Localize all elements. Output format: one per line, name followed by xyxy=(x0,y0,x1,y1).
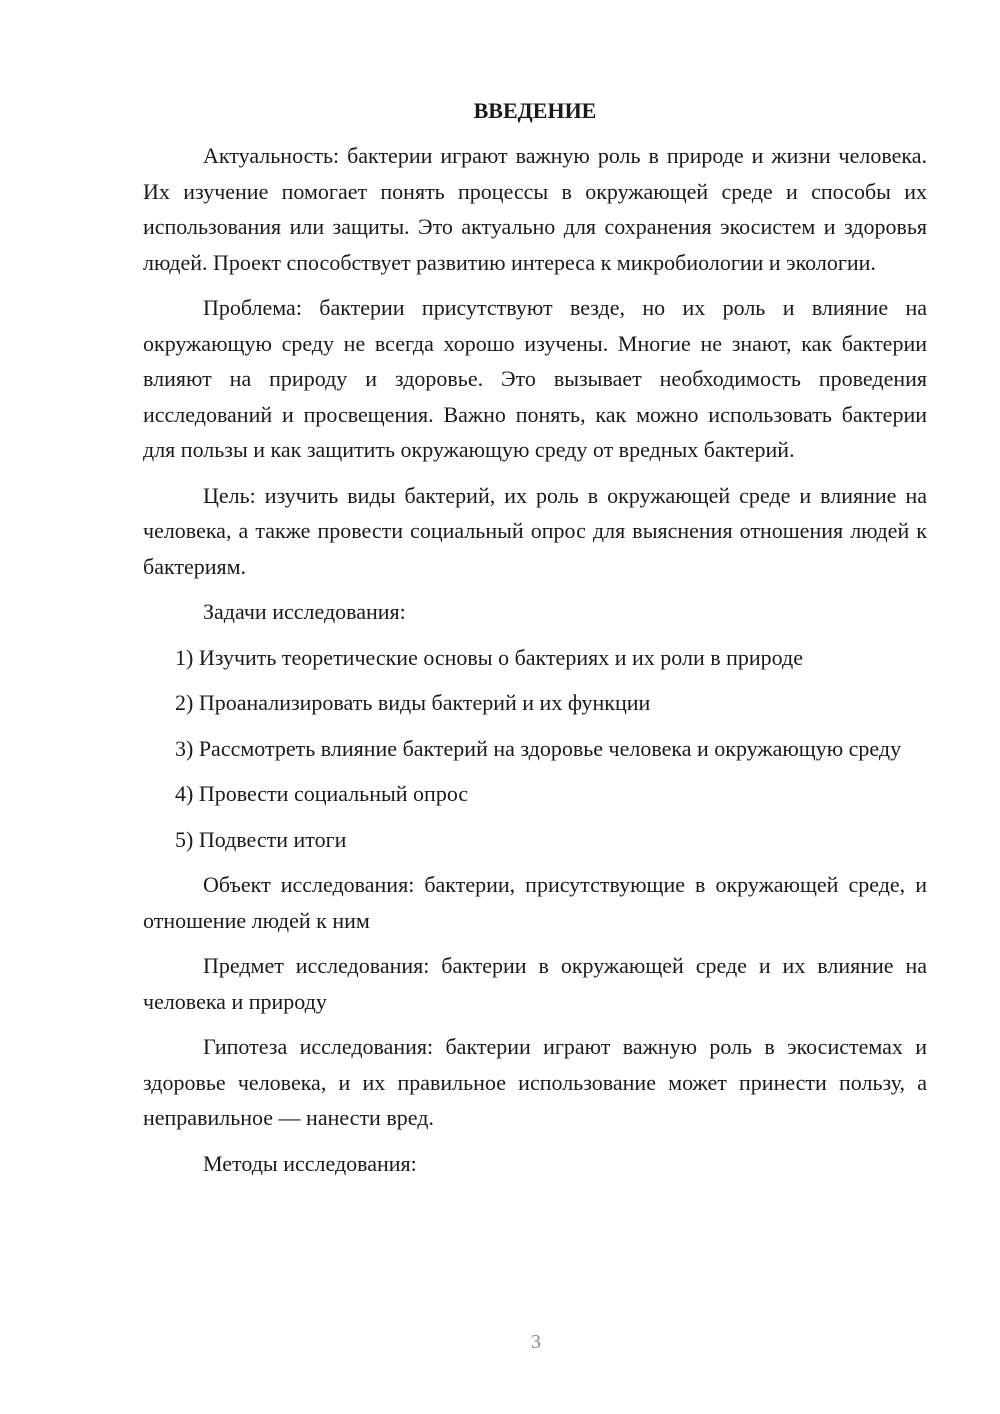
goal-paragraph: Цель: изучить виды бактерий, их роль в окружающей среде и влияние на человека, а также провести социальный опрос для выяснения отношения людей к бактериям. xyxy=(143,482,927,579)
page-number: 3 xyxy=(531,1331,541,1353)
tasks-label: Задачи исследования: xyxy=(203,599,406,624)
task-item-1: 1) Изучить теоретические основы о бактериях и их роли в природе xyxy=(175,644,803,670)
hypothesis-paragraph: Гипотеза исследования: бактерии играют важную роль в экосистемах и здоровье человека, и их правильное использование может принести пользу, а неправильное — нанести вред. xyxy=(143,1034,927,1130)
task-item-5: 5) Подвести итоги xyxy=(175,826,347,852)
methods-label: Методы исследования: xyxy=(203,1150,417,1176)
section-heading: ВВЕДЕНИЕ xyxy=(473,98,597,123)
task-item-4: 4) Провести социальный опрос xyxy=(175,781,469,806)
task-item-3: 3) Рассмотреть влияние бактерий на здоровье человека и окружающую среду xyxy=(175,735,902,761)
problem-paragraph: Проблема: бактерии присутствуют везде, но их роль и влияние на окружающую среду не всегда хорошо изучены. Многие не знают, как бактерии влияют на природу и здоровье. Это вызывает необходимость проведения исследований и просвещения. Важно понять, как можно использовать бактерии для пользы и как защитить окружающую среду от вредных бактерий. xyxy=(143,295,927,462)
page-content xyxy=(143,93,927,1191)
subject-paragraph: Предмет исследования: бактерии в окружающей среде и их влияние на человека и природу xyxy=(143,953,927,1014)
object-paragraph: Объект исследования: бактерии, присутствующие в окружающей среде, и отношение людей к ним xyxy=(143,872,927,933)
relevance-paragraph: Актуальность: бактерии играют важную роль в природе и жизни человека. Их изучение помогает понять процессы в окружающей среде и способы их использования или защиты. Это актуально для сохранения экосистем и здоровья людей. Проект способствует развитию интереса к микробиологии и экологии. xyxy=(143,143,927,275)
task-item-2: 2) Проанализировать виды бактерий и их функции xyxy=(175,690,651,715)
